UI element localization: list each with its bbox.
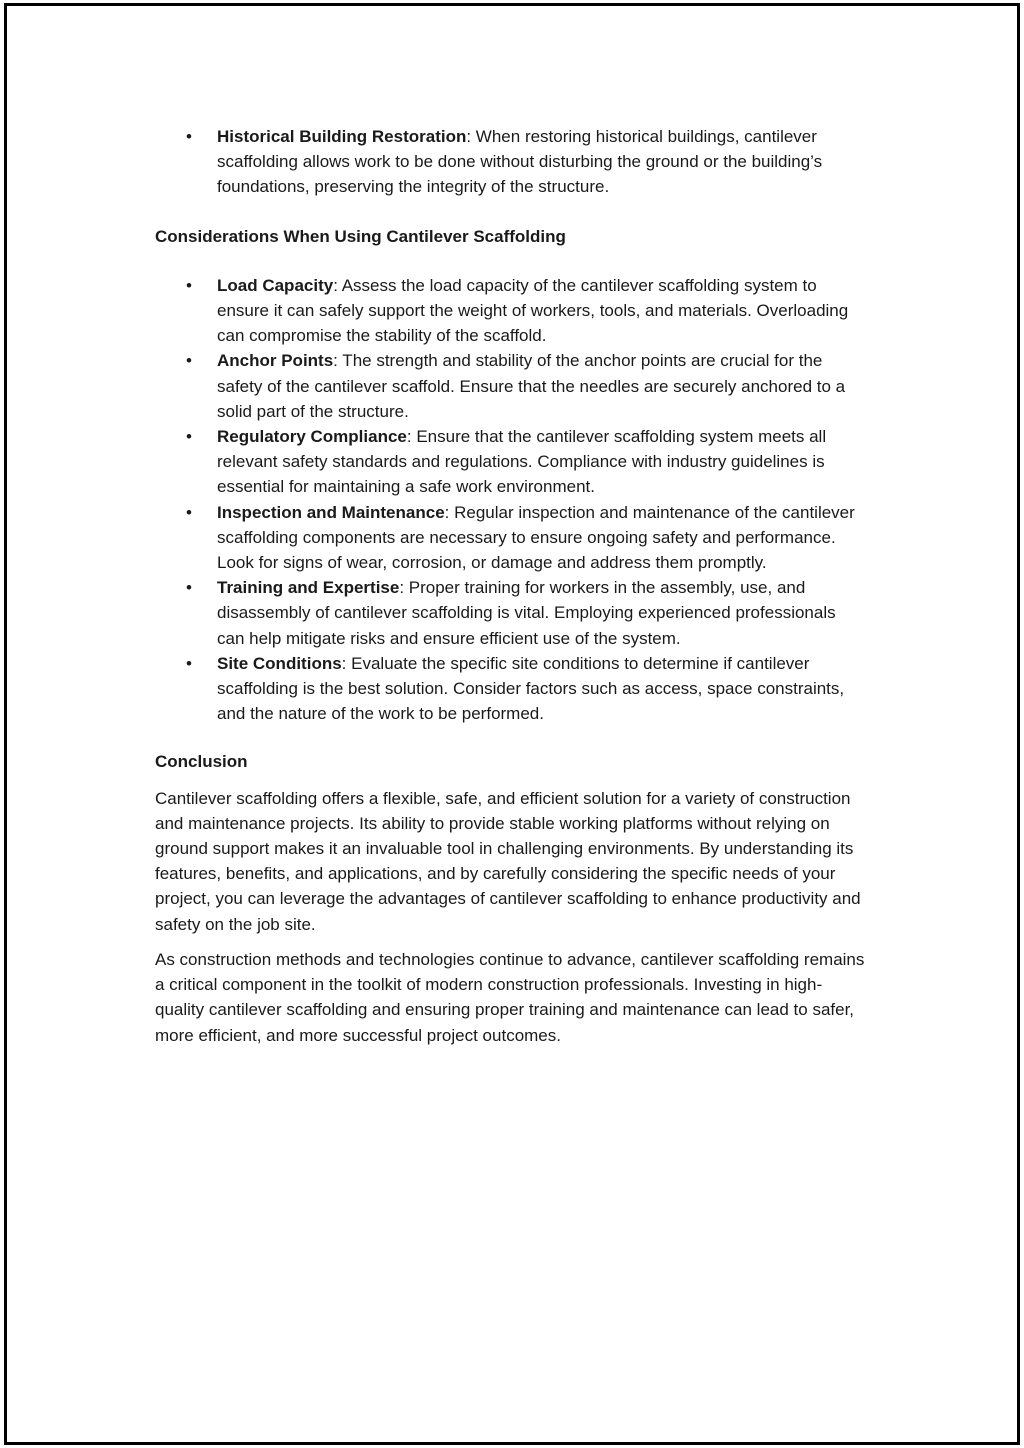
restoration-bullet-list <box>155 124 867 200</box>
bullet-icon: • <box>186 127 192 146</box>
list-item-term: Site Conditions <box>217 653 342 673</box>
list-item-text: : Regular inspection and maintenance of the cantilever scaffolding components are necessary to ensure ongoing safety and performance. Look for signs of wear, corrosion, or damage and address them promptly. <box>217 502 855 573</box>
list-item-term: Historical Building Restoration <box>217 127 467 146</box>
list-item-text: : When restoring historical buildings, cantilever scaffolding allows work to be done without disturbing the ground or the building’s foundations, preserving the integrity of the structure. <box>217 127 823 197</box>
list-item-text: : Ensure that the cantilever scaffolding system meets all relevant safety standards and regulations. Compliance with industry guidelines is essential for maintaining a safe work environment. <box>217 427 827 497</box>
list-item <box>155 651 867 727</box>
list-item-text: : Assess the load capacity of the cantilever scaffolding system to ensure it can safely support the weight of workers, tools, and materials. Overloading can compromise the stability of the scaffold. <box>217 275 849 346</box>
bullet-icon: • <box>186 653 192 673</box>
list-item-term: Load Capacity <box>217 275 334 295</box>
list-item <box>155 273 867 349</box>
list-item-text: : Evaluate the specific site conditions to determine if cantilever scaffolding is the best solution. Consider factors such as access, space constraints, and the nature of the work to be performed. <box>217 653 845 724</box>
list-item-term: Regulatory Compliance <box>217 427 407 447</box>
bullet-icon: • <box>186 351 192 371</box>
conclusion-heading: Conclusion <box>155 752 248 772</box>
list-item <box>155 124 867 200</box>
bullet-icon: • <box>186 578 192 598</box>
list-item-text: : Proper training for workers in the assembly, use, and disassembly of cantilever scaffolding is vital. Employing experienced professionals can help mitigate risks and ensure efficient use of the system. <box>217 578 836 648</box>
bullet-icon: • <box>186 427 192 447</box>
list-item-text: : The strength and stability of the anchor points are crucial for the safety of the cantilever scaffold. Ensure that the needles are securely anchored to a solid part of the structure. <box>217 351 846 421</box>
list-item-term: Inspection and Maintenance <box>217 502 445 522</box>
document-body <box>155 124 867 1048</box>
list-item <box>155 348 867 424</box>
bullet-icon: • <box>186 275 192 295</box>
conclusion-paragraph: Cantilever scaffolding offers a flexible, safe, and efficient solution for a variety of construction and maintenance projects. Its ability to provide stable working platforms without relying on ground support makes it an invaluable tool in challenging environments. By understanding its features, benefits, and applications, and by carefully considering the specific needs of your project, you can leverage the advantages of cantilever scaffolding to enhance productivity and safety on the job site. <box>155 788 861 934</box>
list-item <box>155 500 867 576</box>
list-item <box>155 575 867 651</box>
conclusion-paragraph: As construction methods and technologies continue to advance, cantilever scaffolding remains a critical component in the toolkit of modern construction professionals. Investing in high-quality cantilever scaffolding and ensuring proper training and maintenance can lead to safer, more efficient, and more successful project outcomes. <box>155 949 865 1045</box>
bullet-icon: • <box>186 502 192 522</box>
considerations-heading: Considerations When Using Cantilever Scaffolding <box>155 226 566 246</box>
list-item <box>155 424 867 500</box>
considerations-bullet-list <box>155 273 867 727</box>
list-item-term: Training and Expertise <box>217 578 400 598</box>
list-item-term: Anchor Points <box>217 351 334 371</box>
